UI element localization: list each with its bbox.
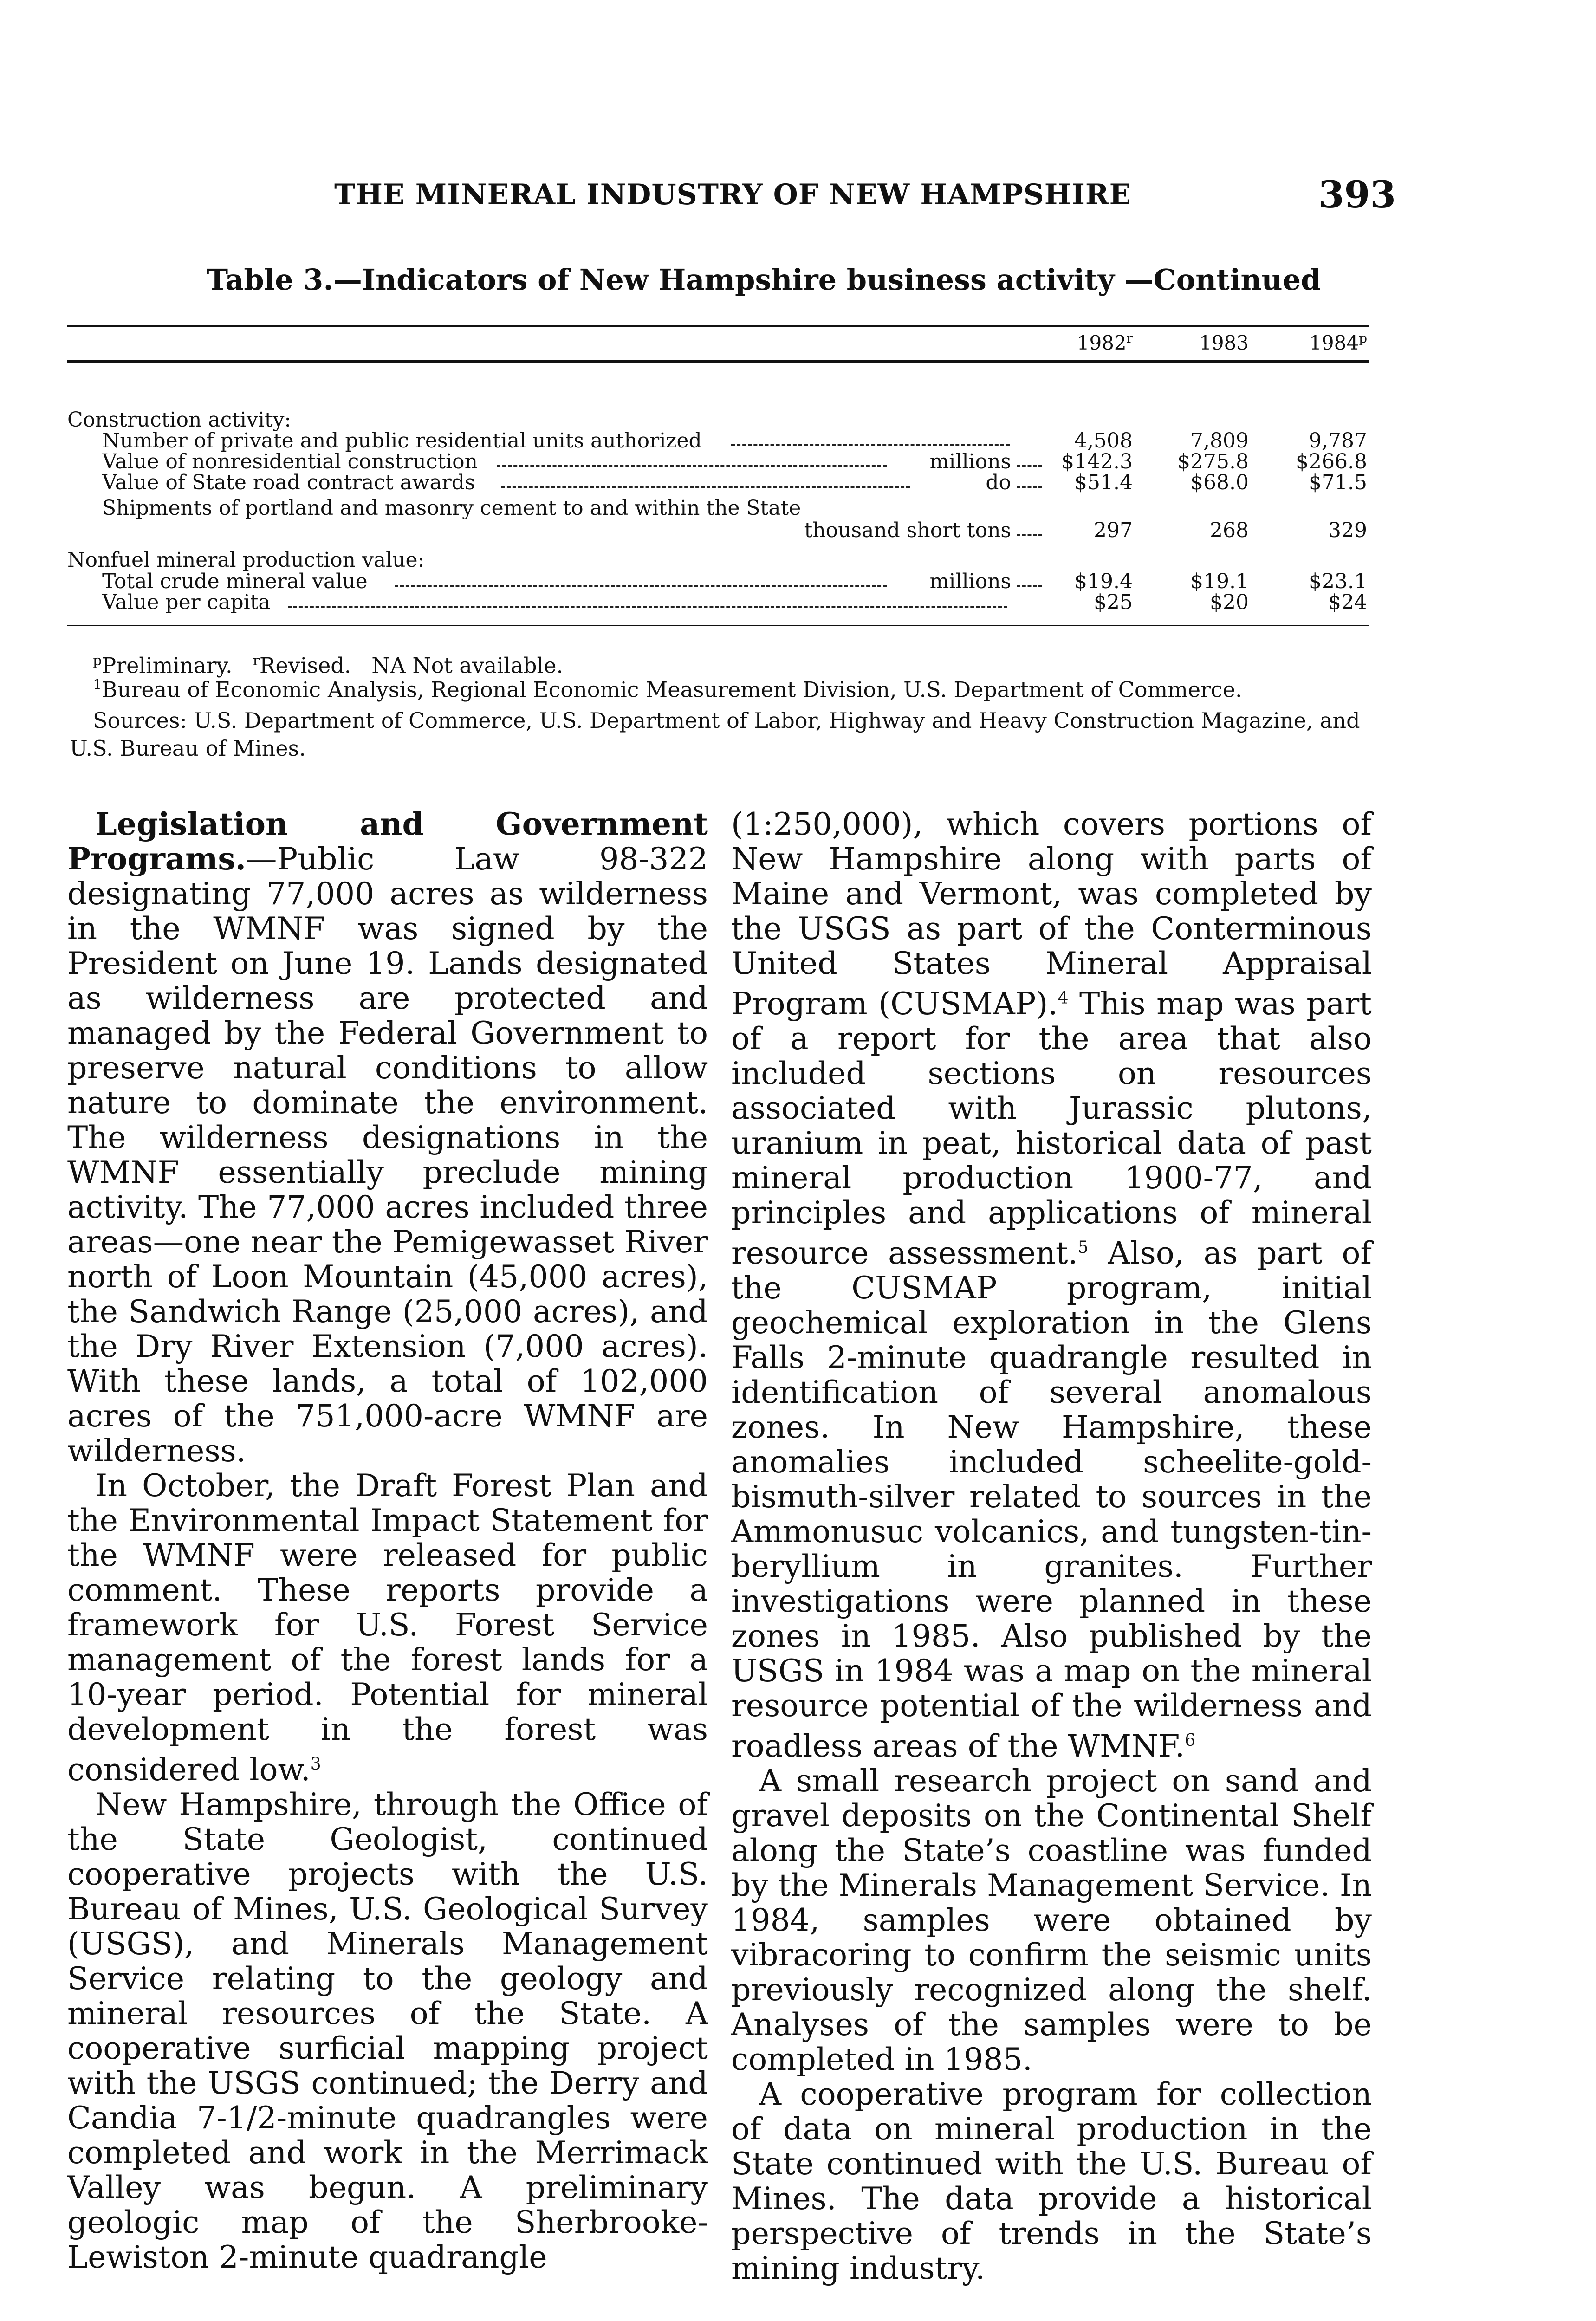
left-text-column (67, 807, 708, 2275)
table-bottom-rule (67, 625, 1369, 626)
table-sources: Sources: U.S. Department of Commerce, U.S. Department of Labor, Highway and Heavy Construction Magazine, and U.S. Bureau of Mines. (70, 708, 1360, 761)
column-header-1982: 1982$^r$ (1077, 331, 1133, 354)
cell-1983: $19.1 (1190, 570, 1249, 593)
dot-leader (501, 486, 910, 488)
cell-1983: $20 (1210, 590, 1249, 614)
cell-1982: $25 (1094, 590, 1133, 614)
cell-1983: 7,809 (1190, 429, 1249, 453)
cell-1983: $68.0 (1190, 471, 1249, 494)
cell-1984: $71.5 (1309, 471, 1367, 494)
row-unit: thousand short tons (804, 519, 1011, 542)
section-heading-construction: Construction activity: (67, 408, 292, 432)
table-row (0, 570, 1596, 593)
row-unit: millions (929, 450, 1011, 473)
table-row (0, 591, 1596, 614)
paragraph-legislation: Legislation and Government Programs.—Public Law 98-322 designating 77,000 acres as wilderness in the WMNF was signed by the President on June 19. Lands designated as wilderness are protected and managed by the Federal Government to preserve natural conditions to allow nature to dominate the environment. The wilderness designations in the WMNF essentially preclude mining activity. The 77,000 acres included three areas—one near the Pemigewasset River north of Loon Mountain (45,000 acres), the Sandwich Range (25,000 acres), and the Dry River Extension (7,000 acres). With these lands, a total of 102,000 acres of the 751,000-acre WMNF are wilderness. (67, 806, 708, 1469)
row-label: Total crude mineral value (102, 570, 368, 593)
column-header-1984: 1984$^p$ (1309, 331, 1367, 354)
row-label: Shipments of portland and masonry cement to and within the State (102, 496, 801, 520)
table-section-heading (0, 549, 1596, 572)
paragraph-forest-plan: In October, the Draft Forest Plan and the Environmental Impact Statement for the WMNF were released for public comment. These reports provide a framework for U.S. Forest Service management of the forest lands for a 10-year period. Potential for mineral development in the forest was considered low.$^3$ (67, 1467, 708, 1788)
footnote-legend: $^p$Preliminary. $^r$Revised. NA Not available. (93, 653, 564, 678)
table-top-rule (67, 325, 1369, 327)
paragraph-cusmap: (1:250,000), which covers portions of New Hampshire along with parts of Maine and Vermont, was completed by the USGS as part of the Conterminous United States Mineral Appraisal Program (CUSMAP).$^4$ This map was part of a report for the area that also included sections on resources associated with Jurassic plutons, uranium in peat, historical data of past mineral production 1900-77, and principles and applications of mineral resource assessment.$^5$ Also, as part of the CUSMAP program, initial geochemical exploration in the Glens Falls 2-minute quadrangle resulted in identification of several anomalous zones. In New Hampshire, these anomalies included scheelite-gold-bismuth-silver related to sources in the Ammonusuc volcanics, and tungsten-tin-beryllium in granites. Further investigations were planned in these zones in 1985. Also published by the USGS in 1984 was a map on the mineral resource potential of the wilderness and roadless areas of the WMNF.$^6$ (731, 806, 1372, 1764)
right-text-column (731, 807, 1372, 2286)
footnote-ref: 3 (310, 1755, 321, 1774)
cell-1984: 329 (1328, 519, 1367, 542)
paragraph-cooperative-projects: New Hampshire, through the Office of the State Geologist, continued cooperative projects with the U.S. Bureau of Mines, U.S. Geological Survey (USGS), and Minerals Management Service relating to the geology and mineral resources of the State. A cooperative surficial mapping project with the USGS continued; the Derry and Candia 7-1/2-minute quadrangles were completed and work in the Merrimack Valley was begun. A preliminary geologic map of the Sherbrooke-Lewiston 2-minute quadrangle (67, 1786, 708, 2276)
row-unit: millions (929, 570, 1011, 593)
paragraph-sand-gravel: A small research project on sand and gravel deposits on the Continental Shelf along the State’s coastline was funded by the Minerals Management Service. In 1984, samples were obtained by vibracoring to confirm the seismic units previously recognized along the shelf. Analyses of the samples were to be completed in 1985. (731, 1763, 1372, 2078)
cell-1982: $19.4 (1074, 570, 1133, 593)
dot-leader (497, 465, 887, 467)
table-title: Table 3.—Indicators of New Hampshire business activity —Continued (207, 263, 1321, 297)
cell-1982: $142.3 (1061, 450, 1133, 473)
dot-leader (288, 606, 1007, 608)
cell-1984: 9,787 (1309, 429, 1367, 453)
cell-1984: $266.8 (1296, 450, 1367, 473)
cell-1983: $275.8 (1177, 450, 1249, 473)
table-header-rule (67, 360, 1369, 363)
row-label: Value of nonresidential construction (102, 450, 478, 473)
table-row (0, 519, 1596, 542)
section-heading-nonfuel: Nonfuel mineral production value: (67, 548, 425, 572)
table-section-heading (0, 408, 1596, 432)
page-number: 393 (1318, 173, 1396, 216)
cell-1982: 297 (1094, 519, 1133, 542)
dot-leader (1017, 585, 1042, 587)
table-row (0, 429, 1596, 453)
column-header-1983: 1983 (1199, 331, 1249, 354)
cell-1982: $51.4 (1074, 471, 1133, 494)
cell-1984: $23.1 (1309, 570, 1367, 593)
dot-leader (1017, 486, 1042, 488)
row-label: Value of State road contract awards (102, 471, 475, 494)
dot-leader (1017, 465, 1042, 467)
dot-leader (1017, 534, 1042, 536)
cell-1982: 4,508 (1074, 429, 1133, 453)
row-label: Value per capita (102, 590, 271, 614)
row-unit: do (986, 471, 1011, 494)
row-label: Number of private and public residential units authorized (102, 429, 702, 453)
footnote-ref: 6 (1185, 1731, 1196, 1750)
section-heading-legislation: Legislation and Government Programs. (67, 806, 708, 877)
footnote-ref: 4 (1058, 989, 1069, 1008)
dot-leader (731, 444, 1010, 446)
paragraph-mineral-data: A cooperative program for collection of data on mineral production in the State continued with the U.S. Bureau of Mines. The data provide a historical perspective of trends in the State’s mining industry. (731, 2076, 1372, 2287)
dot-leader (395, 585, 887, 587)
cell-1983: 268 (1210, 519, 1249, 542)
cell-1984: $24 (1328, 590, 1367, 614)
table-row-label-line (0, 497, 1596, 520)
table-row (0, 471, 1596, 494)
footnote-1: $^1$Bureau of Economic Analysis, Regional Economic Measurement Division, U.S. Department of Commerce. (93, 677, 1242, 702)
footnote-ref: 5 (1077, 1238, 1089, 1258)
table-row (0, 450, 1596, 473)
running-head: THE MINERAL INDUSTRY OF NEW HAMPSHIRE (334, 178, 1132, 211)
